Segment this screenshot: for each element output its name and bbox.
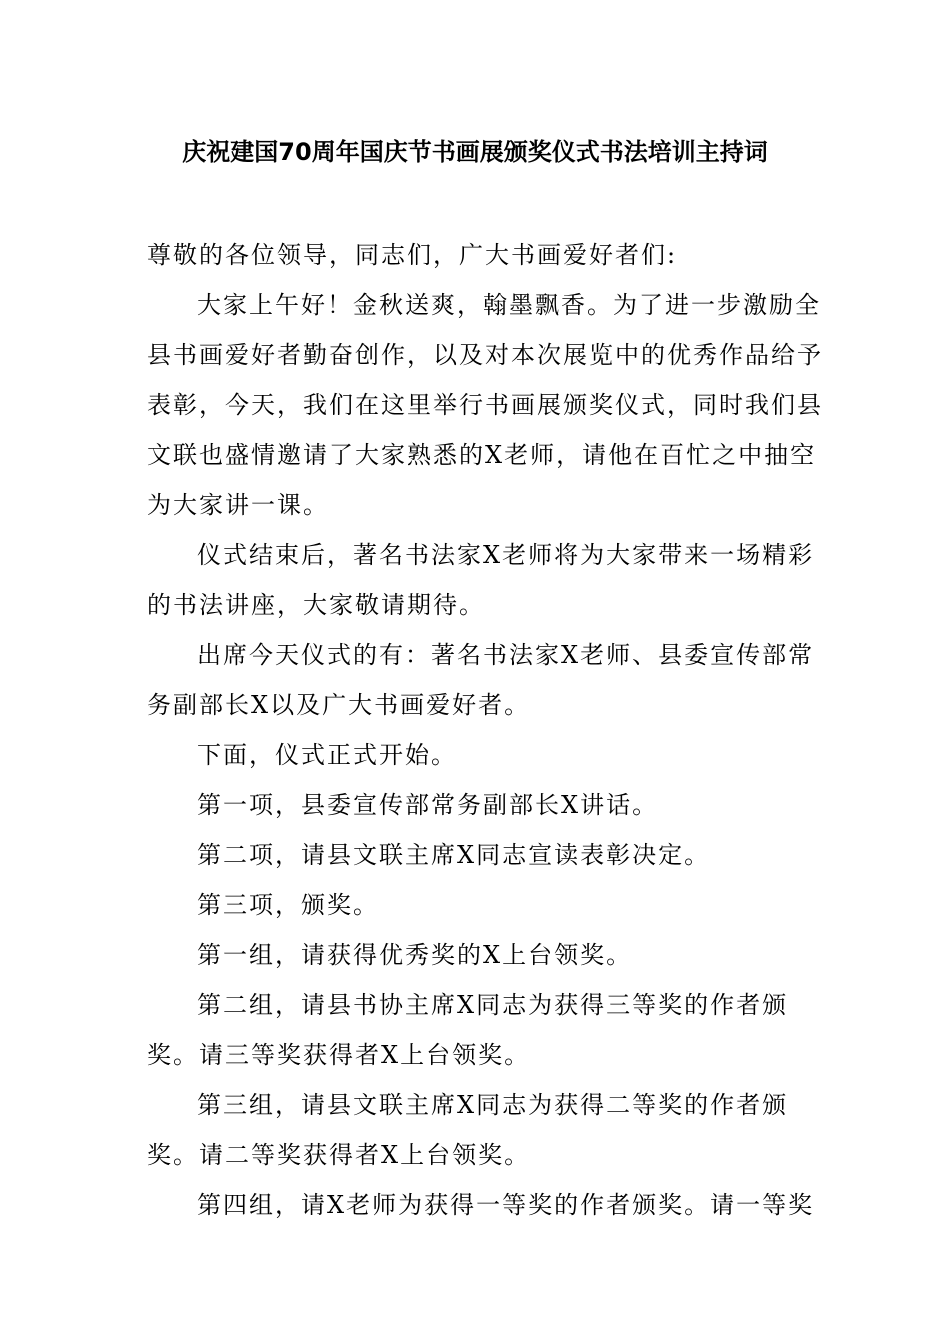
paragraph-item-3: 第三项，颁奖。 <box>197 891 379 919</box>
paragraph-item-2: 第二项，请县文联主席X同志宣读表彰决定。 <box>197 841 711 869</box>
paragraph-start: 下面，仪式正式开始。 <box>197 741 457 769</box>
paragraph-group-4: 第四组，请X老师为获得一等奖的作者颁奖。请一等奖 <box>197 1191 815 1219</box>
salutation: 尊敬的各位领导，同志们，广大书画爱好者们: <box>147 241 678 269</box>
paragraph-lecture-notice: 仪式结束后，著名书法家X老师将为大家带来一场精彩的书法讲座，大家敬请期待。 <box>147 541 815 619</box>
paragraph-group-1: 第一组，请获得优秀奖的X上台领奖。 <box>197 941 633 969</box>
paragraph-greeting: 大家上午好！金秋送爽，翰墨飘香。为了进一步激励全县书画爱好者勤奋创作，以及对本次展览中的优秀作品给予表彰，今天，我们在这里举行书画展颁奖仪式，同时我们县文联也盛情邀请了大家熟悉的X老师，请他在百忙之中抽空为大家讲一课。 <box>147 291 823 519</box>
paragraph-group-3: 第三组，请县文联主席X同志为获得二等奖的作者颁奖。请二等奖获得者X上台领奖。 <box>147 1091 789 1169</box>
paragraph-item-1: 第一项，县委宣传部常务副部长X讲话。 <box>197 791 659 819</box>
document-body <box>147 230 837 1230</box>
document-title: 庆祝建国70周年国庆节书画展颁奖仪式书法培训主持词 <box>182 138 768 166</box>
paragraph-attendees: 出席今天仪式的有：著名书法家X老师、县委宣传部常务副部长X以及广大书画爱好者。 <box>147 641 815 719</box>
paragraph-group-2: 第二组，请县书协主席X同志为获得三等奖的作者颁奖。请三等奖获得者X上台领奖。 <box>147 991 789 1069</box>
